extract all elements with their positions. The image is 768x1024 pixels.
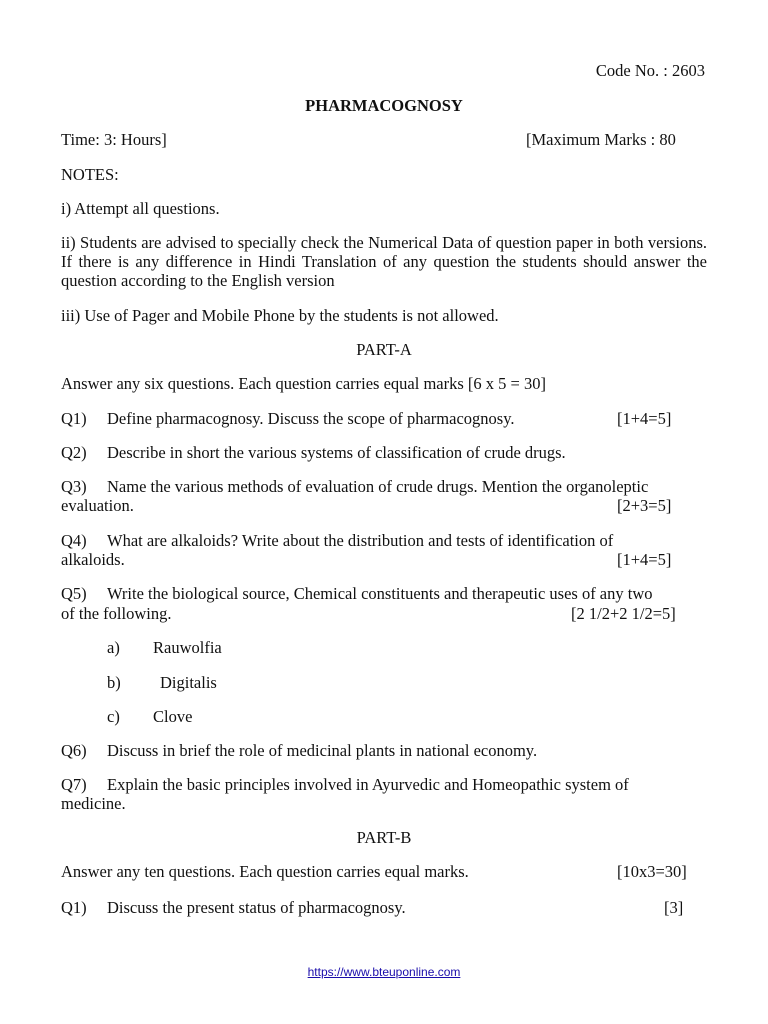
question-text: Describe in short the various systems of classification of crude drugs. bbox=[107, 443, 566, 462]
question-marks: [3] bbox=[664, 898, 684, 917]
question-text-cont: of the following. bbox=[61, 604, 172, 623]
question-text-cont: evaluation. bbox=[61, 496, 134, 515]
question bbox=[61, 741, 537, 760]
question-number: Q6) bbox=[61, 741, 87, 760]
option-item bbox=[107, 638, 222, 657]
note-item: i) Attempt all questions. bbox=[61, 199, 220, 218]
question-marks: [2+3=5] bbox=[617, 496, 672, 515]
question-text: Name the various methods of evaluation of crude drugs. Mention the organoleptic bbox=[107, 477, 649, 496]
footer-link[interactable]: https://www.bteuponline.com bbox=[307, 965, 461, 979]
question-number: Q5) bbox=[61, 584, 87, 603]
question-number: Q1) bbox=[61, 898, 87, 917]
question-text: Explain the basic principles involved in Ayurvedic and Homeopathic system of bbox=[107, 775, 629, 794]
option-text: Digitalis bbox=[160, 673, 217, 692]
code-number: Code No. : 2603 bbox=[595, 61, 705, 80]
part-b-instruction: Answer any ten questions. Each question carries equal marks. bbox=[61, 862, 469, 881]
question-number: Q1) bbox=[61, 409, 87, 428]
part-a-heading: PART-A bbox=[356, 340, 412, 359]
question-text: Discuss in brief the role of medicinal plants in national economy. bbox=[107, 741, 538, 760]
question-marks: [1+4=5] bbox=[617, 409, 672, 428]
question bbox=[61, 443, 566, 462]
option-label: b) bbox=[107, 673, 121, 692]
time-label: Time: 3: Hours] bbox=[61, 130, 167, 149]
question bbox=[61, 898, 406, 917]
question bbox=[61, 531, 613, 550]
question bbox=[61, 775, 629, 794]
question-number: Q4) bbox=[61, 531, 87, 550]
note-item: iii) Use of Pager and Mobile Phone by the students is not allowed. bbox=[61, 306, 499, 325]
question-text: Define pharmacognosy. Discuss the scope of pharmacognosy. bbox=[107, 409, 515, 428]
option-label: c) bbox=[107, 707, 120, 726]
note-item: ii) Students are advised to specially check the Numerical Data of question paper in both versions. If there is any difference in Hindi Translation of any question the students should answer the question according to the English version bbox=[61, 233, 707, 290]
option-item bbox=[107, 673, 217, 692]
question-number: Q3) bbox=[61, 477, 87, 496]
part-b-heading: PART-B bbox=[356, 828, 412, 847]
question bbox=[61, 584, 653, 603]
question bbox=[61, 409, 515, 428]
question-number: Q7) bbox=[61, 775, 87, 794]
part-b-instruction-marks: [10x3=30] bbox=[617, 862, 687, 881]
max-marks-label: [Maximum Marks : 80 bbox=[526, 130, 676, 149]
question-marks: [2 1/2+2 1/2=5] bbox=[571, 604, 676, 623]
question bbox=[61, 477, 648, 496]
notes-heading: NOTES: bbox=[61, 165, 119, 184]
option-text: Rauwolfia bbox=[153, 638, 222, 657]
option-item bbox=[107, 707, 192, 726]
option-text: Clove bbox=[153, 707, 193, 726]
question-number: Q2) bbox=[61, 443, 87, 462]
question-text: What are alkaloids? Write about the distribution and tests of identification of bbox=[107, 531, 614, 550]
question-marks: [1+4=5] bbox=[617, 550, 672, 569]
option-label: a) bbox=[107, 638, 120, 657]
question-text: Discuss the present status of pharmacognosy. bbox=[107, 898, 406, 917]
part-a-instruction: Answer any six questions. Each question carries equal marks [6 x 5 = 30] bbox=[61, 374, 546, 393]
paper-title: PHARMACOGNOSY bbox=[305, 96, 463, 115]
question-text-cont: alkaloids. bbox=[61, 550, 125, 569]
question-text: Write the biological source, Chemical constituents and therapeutic uses of any two bbox=[107, 584, 653, 603]
question-text-cont: medicine. bbox=[61, 794, 126, 813]
